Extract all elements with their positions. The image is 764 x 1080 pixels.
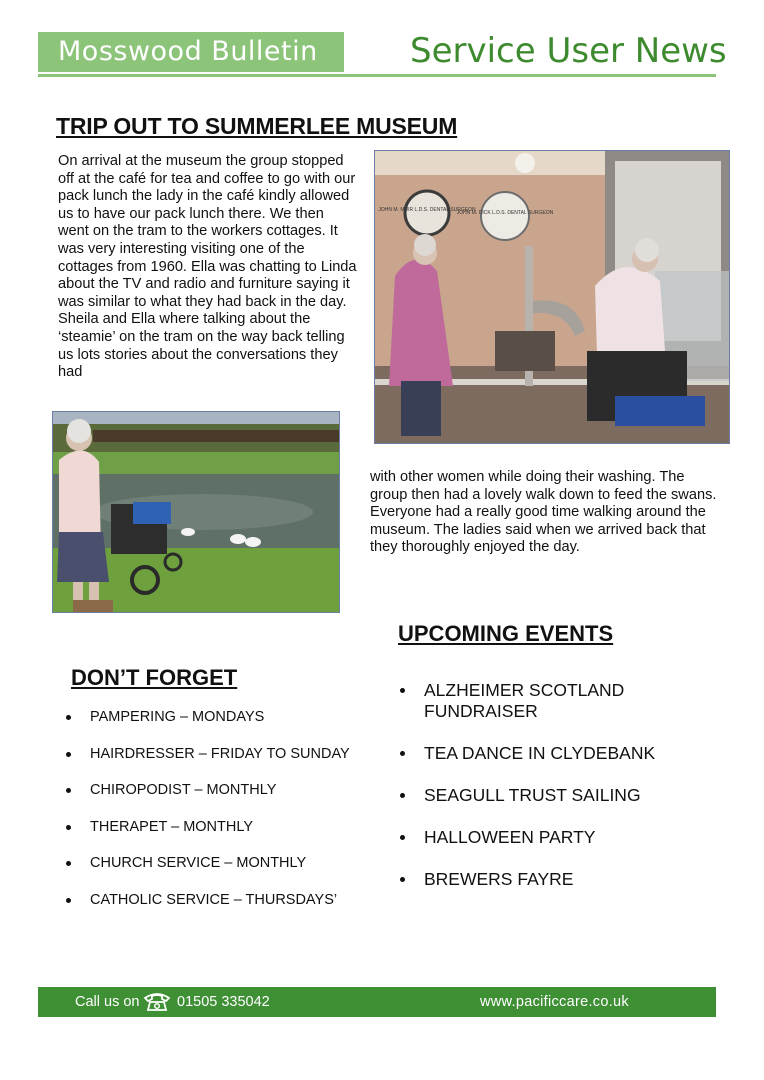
- list-item: CHIROPODIST – MONTHLY: [66, 781, 396, 818]
- footer-phone-number[interactable]: 01505 335042: [177, 994, 270, 1010]
- dont-forget-heading: DON’T FORGET: [71, 665, 238, 690]
- header-divider: [38, 74, 716, 77]
- footer-website-link[interactable]: www.pacificcare.co.uk: [480, 994, 629, 1010]
- list-item: TEA DANCE IN CLYDEBANK: [400, 743, 720, 764]
- list-item: HALLOWEEN PARTY: [400, 827, 720, 848]
- list-item: ALZHEIMER SCOTLAND FUNDRAISER: [400, 680, 720, 722]
- museum-dental-exhibit-photo: [374, 150, 730, 444]
- list-item: THERAPET – MONTHLY: [66, 818, 396, 855]
- list-item: SEAGULL TRUST SAILING: [400, 785, 720, 806]
- list-item: CATHOLIC SERVICE – THURSDAYS’: [66, 891, 396, 928]
- list-item: HAIRDRESSER – FRIDAY TO SUNDAY: [66, 745, 396, 782]
- dental-sign-1-text: JOHN M. MUIR L.D.S. DENTAL SURGEON: [378, 207, 476, 213]
- article-paragraph-2: with other women while doing their washing. The group then had a lovely walk down to feed the swans. Everyone had a really good time walking around the museum. The ladies said when we arrived back that they thoroughly enjoyed the day.: [370, 469, 717, 556]
- list-item: BREWERS FAYRE: [400, 869, 720, 890]
- dental-sign-2-text: JOHN M. DICK L.D.S. DENTAL SURGEON: [456, 210, 554, 216]
- pond-swans-photo: [52, 411, 340, 613]
- list-item: CHURCH SERVICE – MONTHLY: [66, 854, 396, 891]
- telephone-icon: [143, 991, 171, 1011]
- list-item: PAMPERING – MONDAYS: [66, 708, 396, 745]
- upcoming-events-heading: UPCOMING EVENTS: [398, 621, 614, 646]
- upcoming-events-list: [400, 680, 720, 911]
- article-title: TRIP OUT TO SUMMERLEE MUSEUM: [56, 113, 458, 139]
- footer-call-label: Call us on: [75, 994, 140, 1010]
- section-title: Service User News: [410, 31, 727, 71]
- article-paragraph-1: On arrival at the museum the group stopped off at the café for tea and coffee to go with our pack lunch the lady in the café kindly allowed us to have our pack lunch there. We then went on the tram to the workers cottages. It was very interesting visiting one of the cottages from 1960. Ella was chatting to Linda about the TV and radio and furniture saying it was similar to what they had back in the day. Sheila and Ella where talking about the ‘steamie’ on the tram on the way back telling us lots stories about the conversations they had: [58, 153, 357, 381]
- brand-title: Mosswood Bulletin: [58, 36, 318, 67]
- dont-forget-list: [66, 708, 396, 928]
